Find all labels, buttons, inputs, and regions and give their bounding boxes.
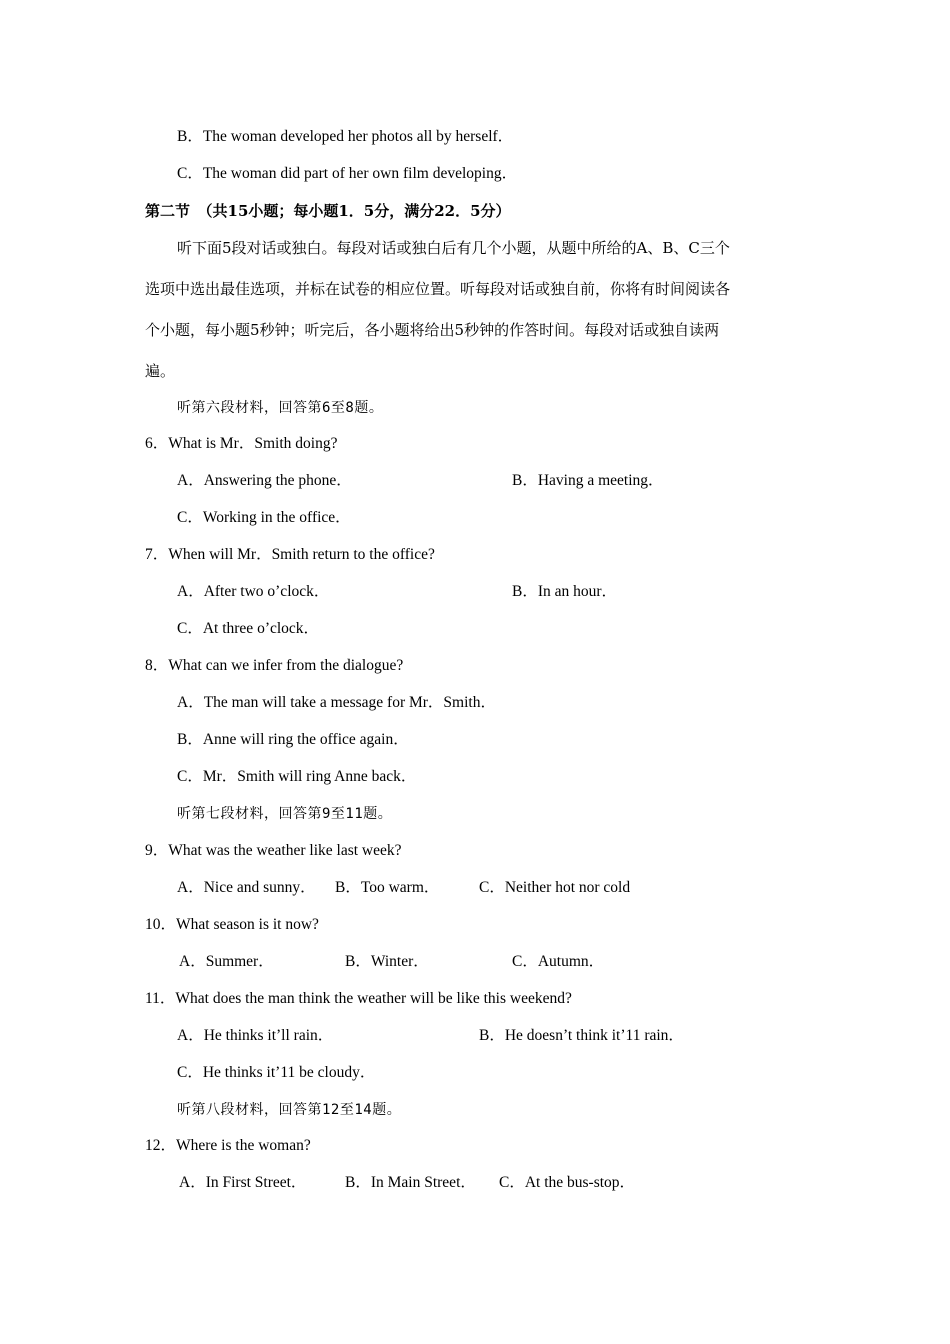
- option-b: B．In Main Street．: [345, 1174, 476, 1191]
- instruction-line: 个小题，每小题5秒钟；听完后，各小题将给出5秒钟的作答时间。每段对话或独自读两: [145, 321, 720, 339]
- material-note: 听第八段材料，回答第12至14题。: [177, 1102, 402, 1118]
- option-a: A．Answering the phone．: [177, 472, 352, 489]
- option-c: C．Working in the office．: [177, 509, 351, 526]
- option-c: C．At three o’clock．: [177, 620, 320, 637]
- option-a: A．The man will take a message for Mr．Smith．: [177, 694, 496, 711]
- option-b: B．In an hour．: [512, 583, 618, 600]
- option-b: B．Winter．: [345, 953, 429, 970]
- instruction-line: 遍。: [145, 362, 176, 380]
- option-a: A．In First Street．: [179, 1174, 307, 1191]
- question: 7．When will Mr．Smith return to the office?: [145, 546, 435, 563]
- option-line: B．The woman developed her photos all by herself．: [177, 128, 514, 145]
- option-a: A．He thinks it’ll rain．: [177, 1027, 334, 1044]
- question: 6．What is Mr．Smith doing?: [145, 435, 338, 452]
- option-c: C．Neither hot nor cold: [479, 879, 631, 896]
- material-note: 听第七段材料，回答第9至11题。: [177, 806, 393, 822]
- question: 10．What season is it now?: [145, 916, 319, 933]
- option-b: B．Too warm．: [335, 879, 440, 896]
- instruction-line: 选项中选出最佳选项，并标在试卷的相应位置。听每段对话或独自前，你将有时间阅读各: [145, 280, 731, 298]
- option-a: A．Nice and sunny．: [177, 879, 316, 896]
- option-line: C．The woman did part of her own film developing．: [177, 165, 518, 182]
- question: 8．What can we infer from the dialogue?: [145, 657, 404, 674]
- option-b: B．He doesn’t think it’11 rain．: [479, 1027, 684, 1044]
- option-c: C．He thinks it’11 be cloudy．: [177, 1064, 376, 1081]
- option-c: C．Mr．Smith will ring Anne back．: [177, 768, 417, 785]
- option-b: B．Anne will ring the office again．: [177, 731, 409, 748]
- section-heading: 第二节 （共15小题；每小题1．5分，满分22．5分）: [145, 202, 511, 220]
- option-b: B．Having a meeting．: [512, 472, 664, 489]
- question: 12．Where is the woman?: [145, 1137, 311, 1154]
- option-c: C．Autumn．: [512, 953, 605, 970]
- option-a: A．After two o’clock．: [177, 583, 330, 600]
- material-note: 听第六段材料，回答第6至8题。: [177, 400, 384, 416]
- instruction-line: 听下面5段对话或独白。每段对话或独白后有几个小题，从题中所给的A、B、C三个: [177, 239, 730, 257]
- question: 11．What does the man think the weather will be like this weekend?: [145, 990, 572, 1007]
- option-c: C．At the bus-stop．: [499, 1174, 636, 1191]
- question: 9．What was the weather like last week?: [145, 842, 402, 859]
- option-a: A．Summer．: [179, 953, 274, 970]
